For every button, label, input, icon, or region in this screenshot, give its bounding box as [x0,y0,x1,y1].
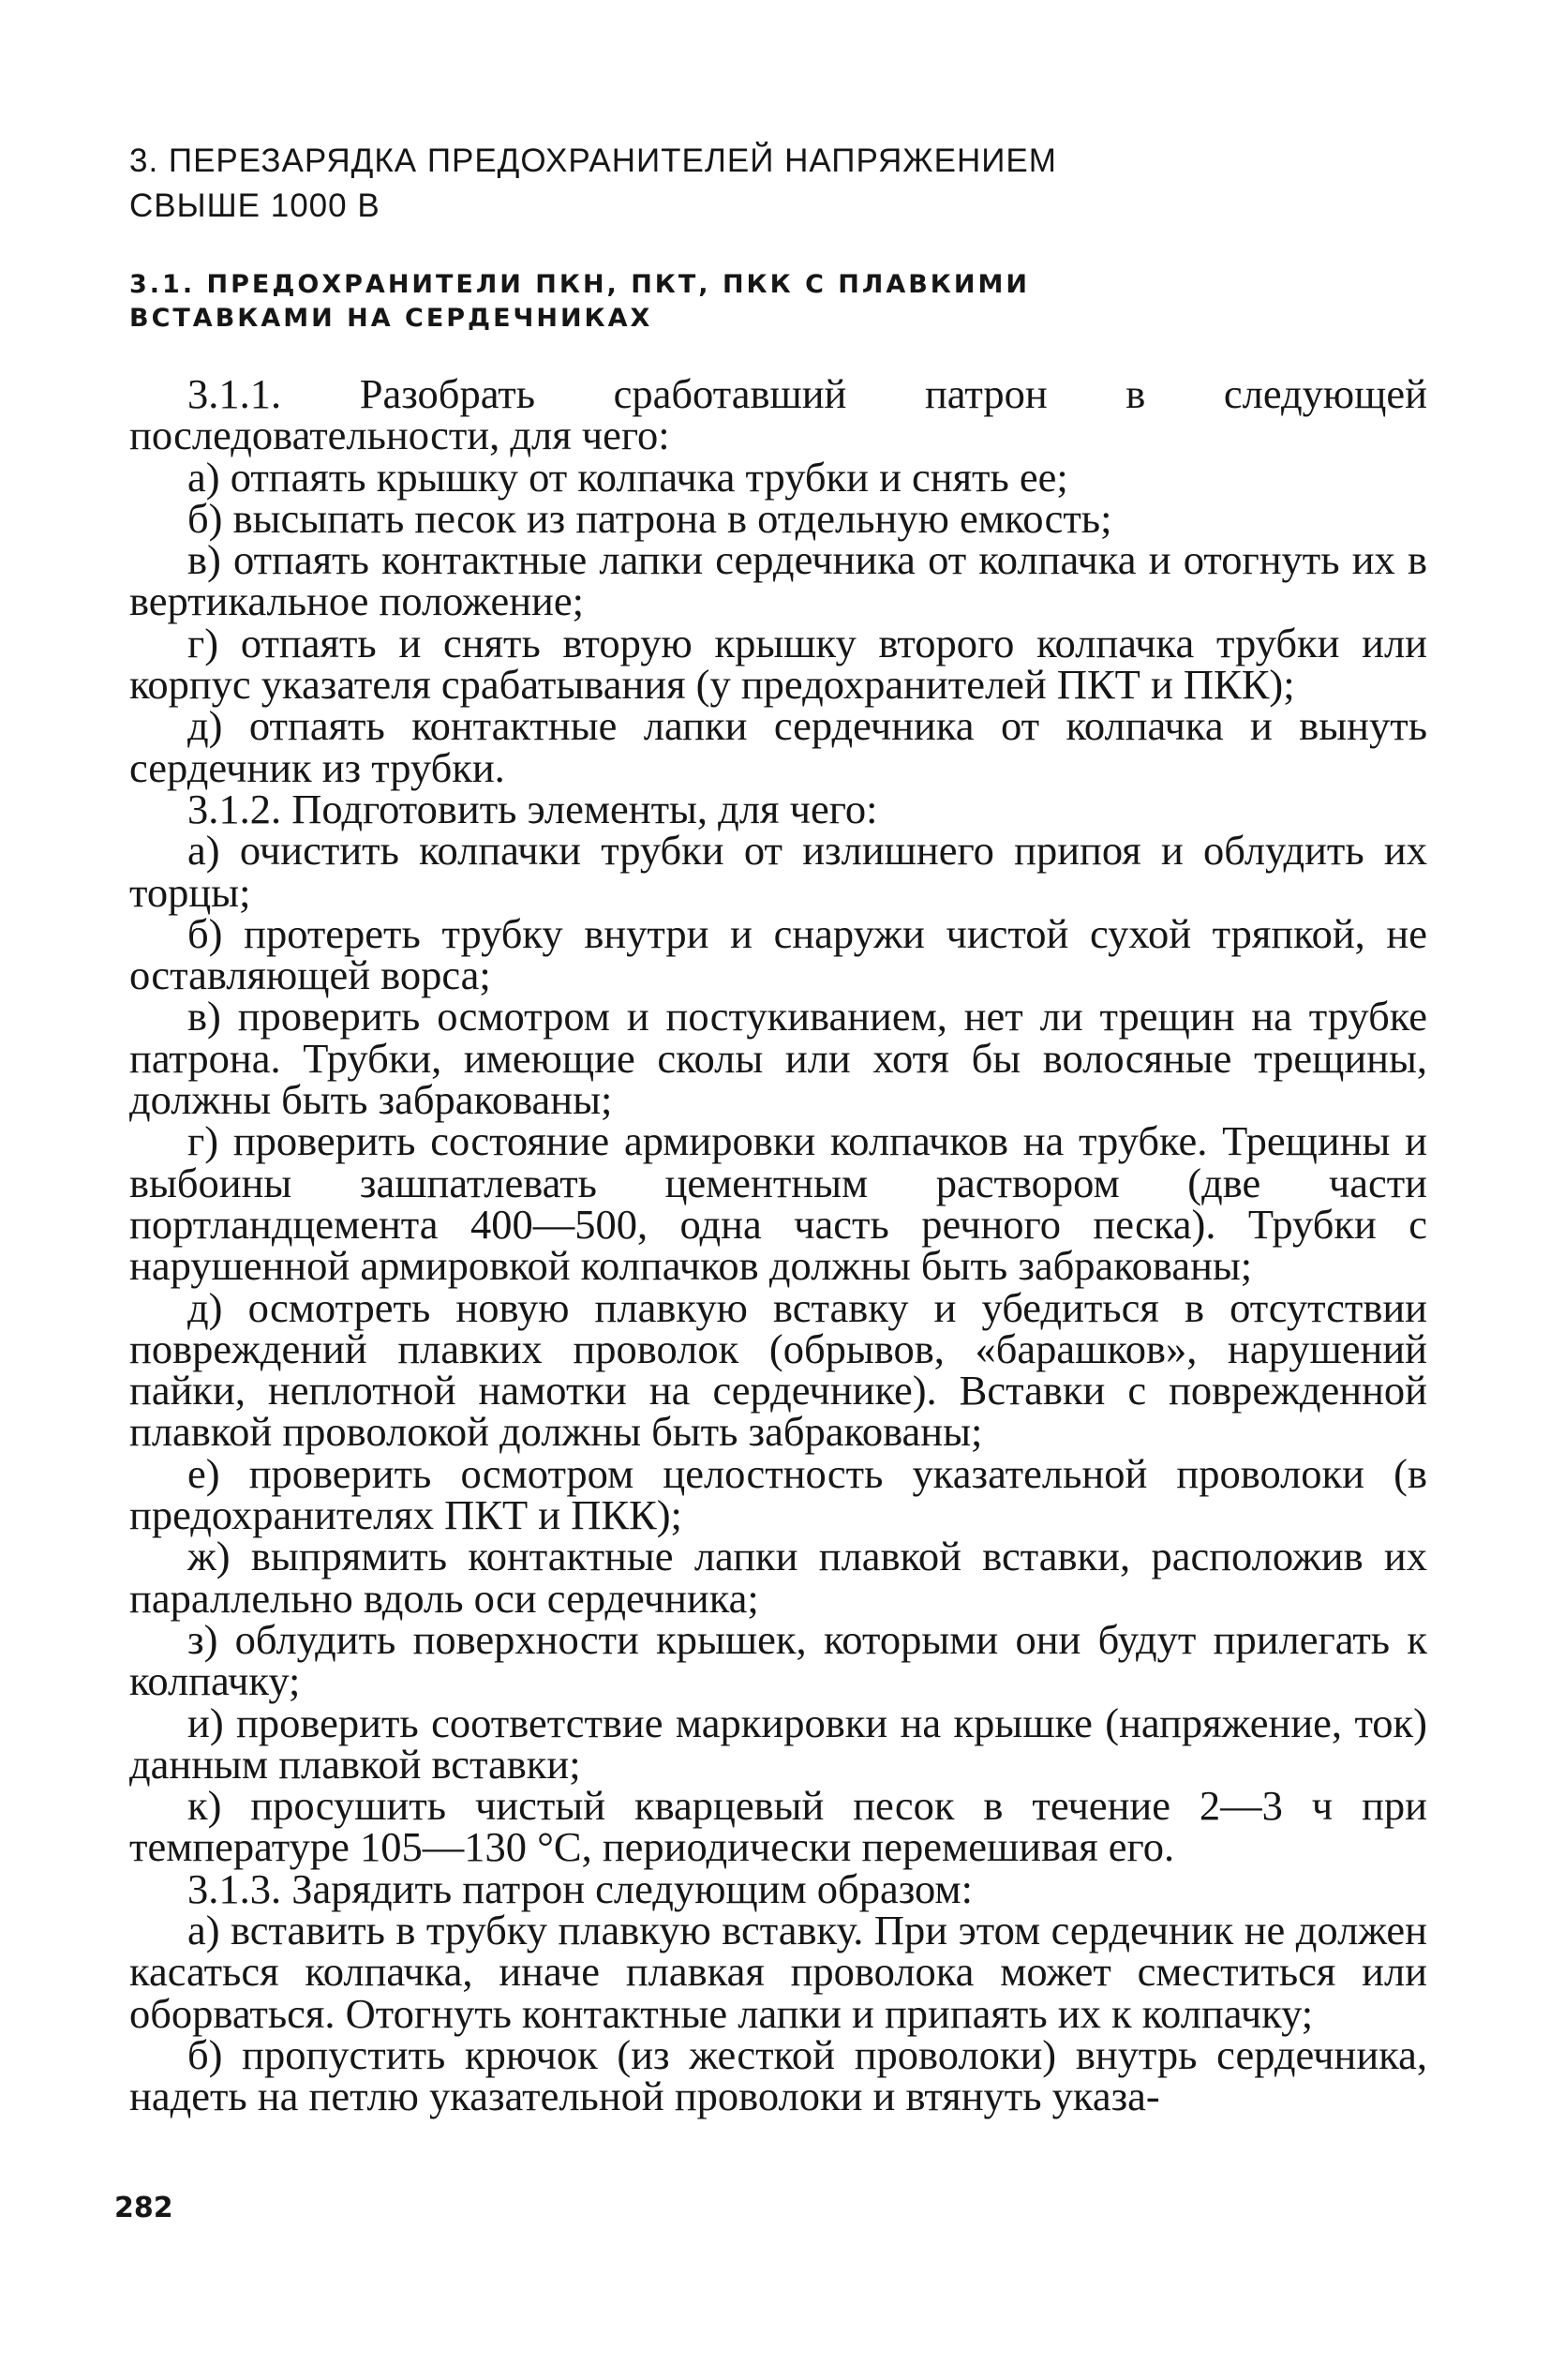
paragraph-item-d: д) осмотреть новую плавкую вставку и убедиться в отсутствии повреждений плавких проволок (обрывов, «барашков», нарушений пайки, неплотной намотки на сердечнике). Вставки с поврежденной плавкой проволокой должны быть забракованы; [129,1283,1427,1456]
paragraph-item-g: г) отпаять и снять вторую крышку второго колпачка трубки или корпус указателя срабатывания (у предохранителей ПКТ и ПКК); [129,619,1427,709]
chapter-title-line-1: 3. ПЕРЕЗАРЯДКА ПРЕДОХРАНИТЕЛЕЙ НАПРЯЖЕНИЕМ [129,142,1057,179]
paragraph-item-g: г) проверить состояние армировки колпачков на трубке. Трещины и выбоины зашпатлевать цементным раствором (две части портландцемента 400—500, одна часть речного песка). Трубки с нарушенной армировкой колпачков должны быть забракованы; [129,1117,1427,1290]
paragraph-3-1-2: 3.1.2. Подготовить элементы, для чего: [187,785,878,832]
document-page [129,139,1427,2120]
section-title-line-1: 3.1. ПРЕДОХРАНИТЕЛИ ПКН, ПКТ, ПКК С ПЛАВКИМИ [129,270,1030,299]
paragraph-item-a: а) отпаять крышку от колпачка трубки и снять ее; [187,453,1068,501]
paragraph-item-a: а) очистить колпачки трубки от излишнего припоя и облудить их торцы; [129,827,1427,916]
chapter-title [129,139,1427,229]
chapter-title-line-2: СВЫШЕ 1000 В [129,187,380,224]
paragraph-item-b: б) высыпать песок из патрона в отдельную емкость; [187,494,1112,542]
section-title [129,268,1427,336]
section-title-line-2: ВСТАВКАМИ НА СЕРДЕЧНИКАХ [129,304,653,333]
paragraph-item-d: д) отпаять контактные лапки сердечника от колпачка и вынуть сердечник из трубки. [129,702,1427,791]
paragraph-item-b: б) протереть трубку внутри и снаружи чистой сухой тряпкой, не оставляющей ворса; [129,909,1427,999]
paragraph-3-1-1: 3.1.1. Разобрать сработавший патрон в следующей последовательности, для чего: [129,370,1427,459]
paragraph-item-e: е) проверить осмотром целостность указательной проволоки (в предохранителях ПКТ и ПКК); [129,1449,1427,1539]
body-text [129,370,1427,2120]
paragraph-item-zh: ж) выпрямить контактные лапки плавкой вставки, расположив их параллельно вдоль оси сердечника; [129,1533,1427,1622]
page-number: 282 [114,2192,173,2224]
paragraph-item-a: а) вставить в трубку плавкую вставку. При этом сердечник не должен касаться колпачка, иначе плавкая проволока может сместиться или оборваться. Отогнуть контактные лапки и припаять их к колпачку; [129,1906,1427,2037]
paragraph-item-i: и) проверить соответствие маркировки на крышке (напряжение, ток) данным плавкой вставки; [129,1699,1427,1788]
paragraph-3-1-3: 3.1.3. Зарядить патрон следующим образом: [187,1864,973,1912]
paragraph-item-z: з) облудить поверхности крышек, которыми они будут прилегать к колпачку; [129,1615,1427,1705]
paragraph-item-k: к) просушить чистый кварцевый песок в течение 2—3 ч при температуре 105—130 °С, периодически перемешивая его. [129,1782,1427,1871]
paragraph-item-v: в) отпаять контактные лапки сердечника от колпачка и отогнуть их в вертикальное положение; [129,536,1427,625]
paragraph-item-v: в) проверить осмотром и постукиванием, нет ли трещин на трубке патрона. Трубки, имеющие сколы или хотя бы волосяные трещины, должны быть забракованы; [129,993,1427,1124]
paragraph-item-b: б) пропустить крючок (из жесткой проволоки) внутрь сердечника, надеть на петлю указательной проволоки и втянуть указа- [129,2030,1427,2120]
